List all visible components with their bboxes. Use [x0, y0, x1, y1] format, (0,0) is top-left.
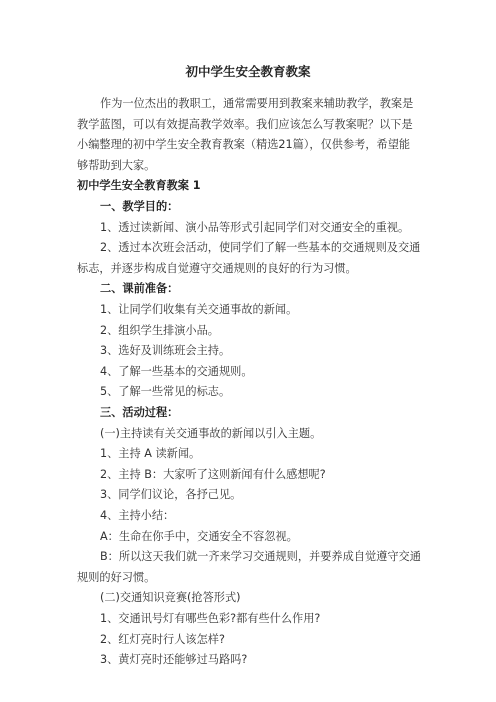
document-title: 初中学生安全教育教案 [185, 64, 311, 79]
paragraph-line: 3、同学们议论，各抒己见。 [100, 488, 242, 502]
paragraph-line: 小编整理的初中学生安全教育教案（精选21篇），仅供参考，希望能 [77, 138, 411, 152]
paragraph-line: 3、黄灯亮时还能够过马路吗? [100, 653, 248, 667]
paragraph-line: 2、组织学生排演小品。 [100, 323, 219, 337]
paragraph-line: 1、交通讯号灯有哪些色彩?都有些什么作用? [100, 612, 321, 625]
paragraph-line: B：所以这天我们就一齐来学习交通规则，并要养成自觉遵守交通 [100, 550, 421, 564]
paragraph-line: (一)主持读有关交通事故的新闻以引入主题。 [100, 426, 322, 440]
paragraph-line: 2、红灯亮时行人该怎样? [100, 632, 225, 646]
section-heading: 初中学生安全教育教案 1 [77, 179, 201, 193]
paragraph-line: 4、主持小结： [100, 509, 175, 522]
paragraph-line: 作为一位杰出的教职工，通常需要用到教案来辅助教学，教案是 [100, 97, 414, 110]
paragraph-line: 3、选好及训练班会主持。 [100, 344, 231, 358]
paragraph-line: 1、透过读新闻、演小品等形式引起同学们对交通安全的重视。 [100, 220, 410, 234]
paragraph-line: (二)交通知识竞赛(抢答形式) [100, 591, 241, 605]
paragraph-line: 规则的好习惯。 [77, 570, 156, 584]
section-heading: 三、活动过程： [100, 406, 179, 419]
paragraph-line: 标志，并逐步构成自觉遵守交通规则的良好的行为习惯。 [77, 261, 357, 275]
paragraph-line: 教学蓝图，可以有效提高教学效率。我们应该怎么写教案呢？以下是 [77, 117, 413, 131]
section-heading: 二、课前准备： [100, 282, 179, 296]
section-heading: 一、教学目的： [100, 200, 179, 213]
paragraph-line: 够帮助到大家。 [77, 158, 156, 172]
paragraph-line: 4、了解一些基本的交通规则。 [100, 364, 253, 378]
paragraph-line: A：生命在你手中，交通安全不容忽视。 [100, 529, 298, 543]
paragraph-line: 2、主持 B：大家听了这则新闻有什么感想呢? [100, 467, 326, 481]
paragraph-line: 5、了解一些常见的标志。 [100, 385, 231, 399]
paragraph-line: 2、透过本次班会活动，使同学们了解一些基本的交通规则及交通 [100, 241, 421, 255]
paragraph-line: 1、主持 A 读新闻。 [100, 447, 201, 461]
paragraph-line: 1、让同学们收集有关交通事故的新闻。 [100, 303, 298, 316]
